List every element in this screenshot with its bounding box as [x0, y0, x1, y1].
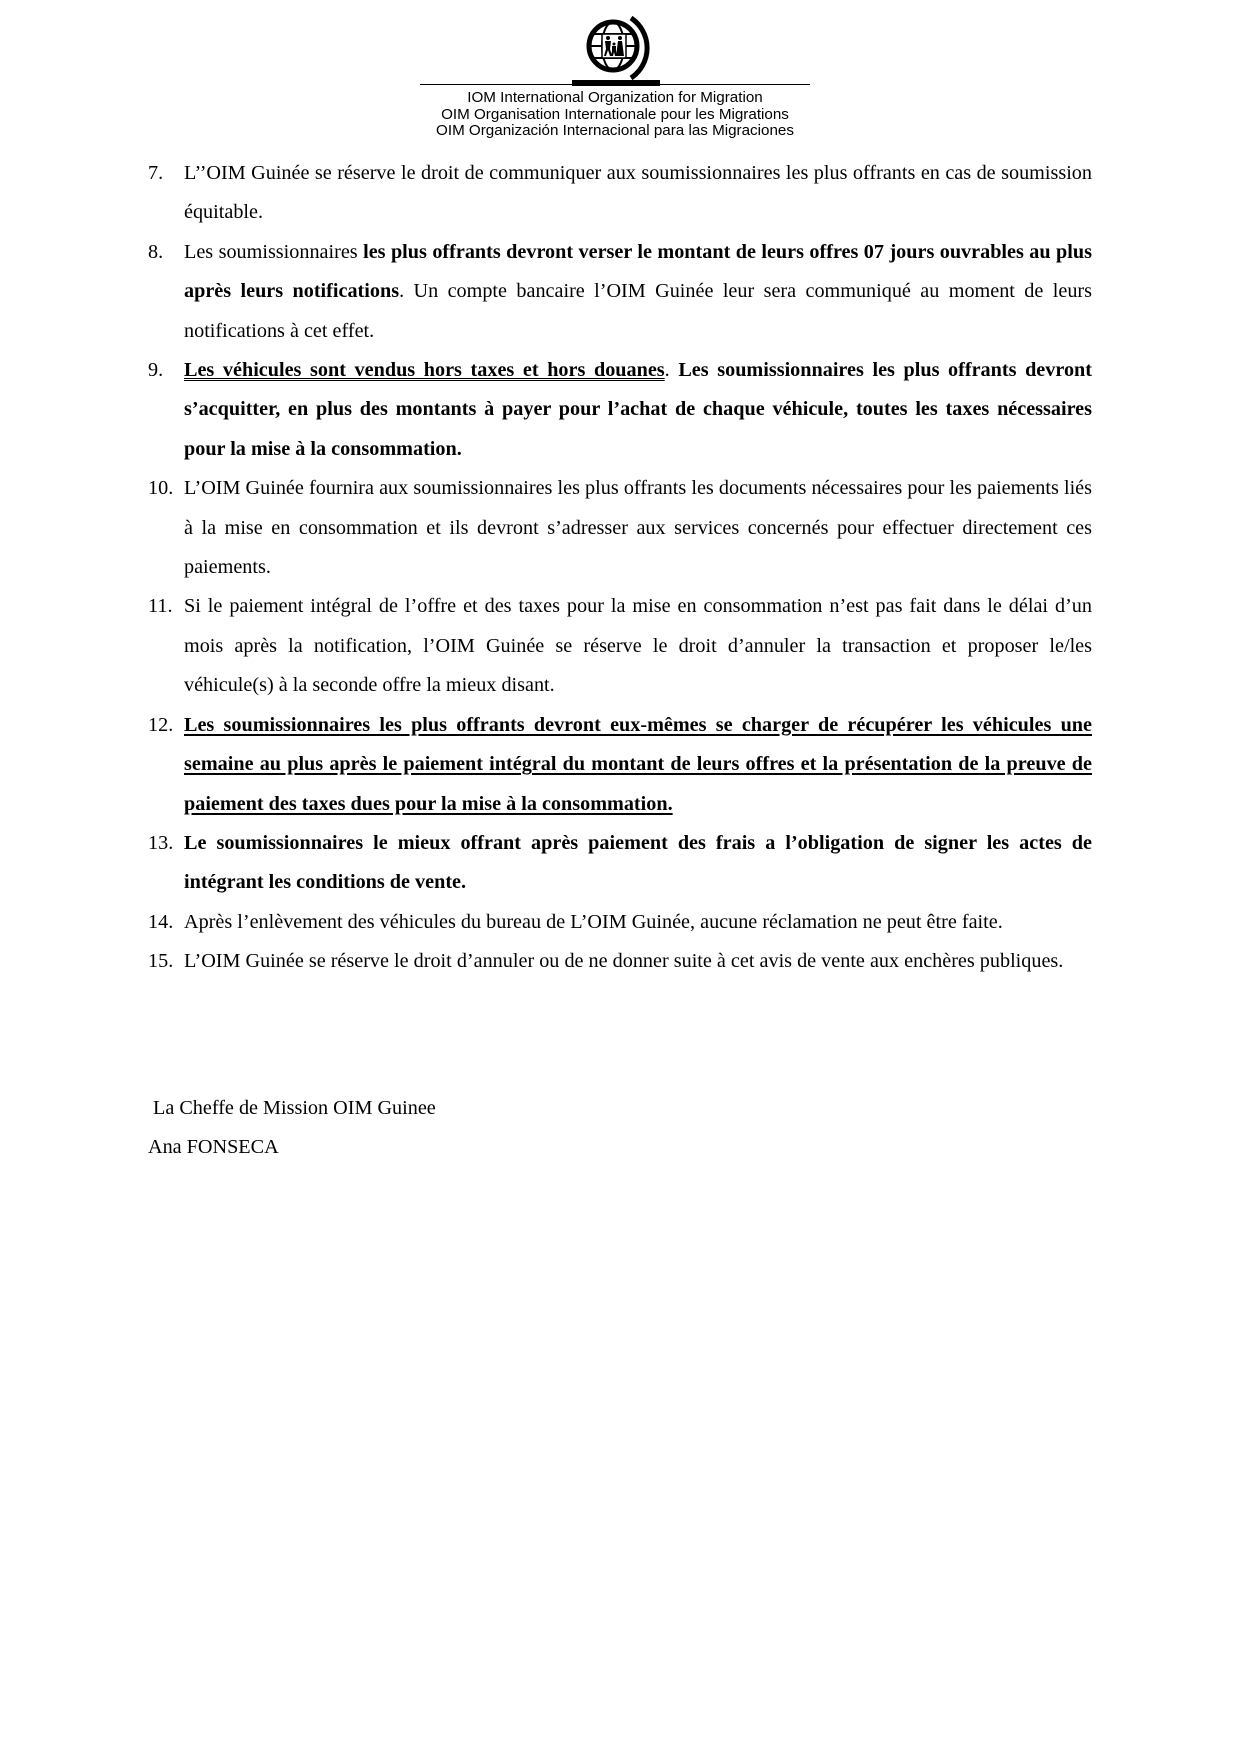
- letterhead: [420, 0, 820, 150]
- item-number: 11.: [148, 595, 173, 618]
- item-text: Les soumissionnaires: [184, 240, 364, 263]
- item-text: Les soumissionnaires les plus offrants devront eux-mêmes se charger de récupérer les véhicules une semaine au plus après le paiement intégral du montant de leurs offres et la présentation de la preuve de paiement des taxes dues pour la mise à la consommation.: [184, 713, 1092, 815]
- signature-title: La Cheffe de Mission OIM Guinee: [153, 1097, 436, 1119]
- signature-name: Ana FONSECA: [148, 1136, 279, 1159]
- org-name-fr: OIM Organisation Internationale pour les Migrations: [441, 105, 789, 123]
- item-text: . Un compte bancaire l’OIM Guinée leur sera communiqué au moment de leurs notifications à cet effet.: [184, 280, 1092, 342]
- signature-block: [148, 1089, 436, 1168]
- item-number: 13.: [148, 831, 174, 854]
- org-name-es: OIM Organización Internacional para las Migraciones: [436, 122, 794, 139]
- item-number: 8.: [148, 240, 164, 263]
- item-number: 15.: [148, 950, 174, 973]
- list-item: [148, 351, 1092, 469]
- list-item: [148, 154, 1092, 233]
- conditions-list: [148, 154, 1092, 982]
- list-item: [148, 469, 1092, 587]
- item-text: L’OIM Guinée se réserve le droit d’annuler ou de ne donner suite à cet avis de vente aux enchères publiques.: [184, 950, 1064, 973]
- list-item: [148, 824, 1092, 903]
- org-name-en: IOM International Organization for Migration: [467, 89, 763, 106]
- item-text: Si le paiement intégral de l’offre et des taxes pour la mise en consommation n’est pas fait dans le délai d’un mois après la notification, l’OIM Guinée se réserve le droit d’annuler la transaction et proposer le/les véhicule(s) à la seconde offre la mieux disant.: [184, 595, 1092, 697]
- list-item: [148, 903, 1092, 942]
- item-number: 14.: [148, 910, 174, 933]
- list-item: [148, 587, 1092, 705]
- item-number: 7.: [148, 162, 164, 184]
- item-number: 12.: [148, 713, 174, 736]
- item-text: les plus offrants devront verser le montant de leurs offres 07 jours ouvrables au plus après leurs notifications: [184, 240, 1092, 303]
- iom-logo-icon: [569, 12, 673, 82]
- item-number: 10.: [148, 477, 174, 500]
- item-text: .: [664, 359, 679, 382]
- item-text: Le soumissionnaires le mieux offrant après paiement des frais a l’obligation de signer les actes de intégrant les conditions de vente.: [184, 831, 1092, 894]
- item-text: L’OIM Guinée fournira aux soumissionnaires les plus offrants les documents nécessaires pour les paiements liés à la mise en consommation et ils devront s’adresser aux services concernés pour effectuer directement ces paiements.: [184, 477, 1092, 579]
- list-item: [148, 942, 1092, 981]
- item-text: L’’OIM Guinée se réserve le droit de communiquer aux soumissionnaires les plus offrants en cas de soumission équitable.: [184, 162, 1092, 224]
- item-number: 9.: [148, 359, 164, 382]
- list-item: [148, 233, 1092, 351]
- organization-names: [420, 90, 810, 140]
- item-text: Les véhicules sont vendus hors taxes et hors douanes: [184, 359, 665, 382]
- item-text: Après l’enlèvement des véhicules du bureau de L’OIM Guinée, aucune réclamation ne peut être faite.: [184, 910, 1003, 933]
- header-rule-bar: [572, 80, 660, 86]
- item-text: Les soumissionnaires les plus offrants devront s’acquitter, en plus des montants à payer pour l’achat de chaque véhicule, toutes les taxes nécessaires pour la mise à la consommation.: [184, 359, 1093, 460]
- list-item: [148, 706, 1092, 824]
